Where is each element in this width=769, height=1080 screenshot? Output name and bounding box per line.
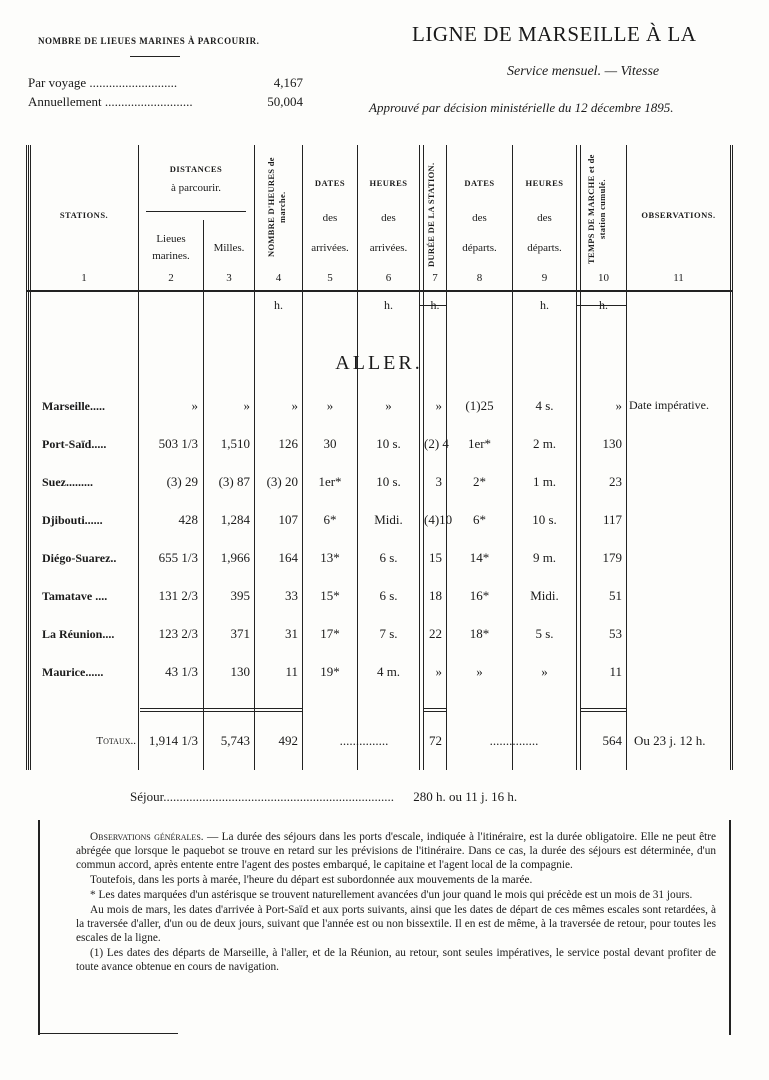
totals-milles: 5,743 [220, 733, 250, 748]
col-heures-arr-1: HEURES [369, 178, 408, 188]
station-name: Diégo-Suarez.. [42, 551, 117, 565]
page-subtitle: Service mensuel. — Vitesse [507, 64, 660, 79]
cell-date-dep: 14* [469, 550, 490, 565]
page-title: LIGNE DE MARSEILLE À LA [412, 22, 697, 46]
cell-lieues: 123 2/3 [158, 626, 198, 641]
col-number: 3 [226, 272, 232, 284]
cell-date-arr: 17* [320, 626, 340, 641]
cell-cumul: 11 [609, 664, 622, 679]
header-rule-bottom [26, 290, 732, 292]
col-number: 7 [432, 272, 438, 284]
par-voyage-row: Par voyage ........................... 4,167 [28, 75, 303, 90]
cell-duree: » [435, 664, 442, 679]
totals-heures: 492 [278, 733, 298, 748]
unit-label: h. [274, 298, 283, 312]
cell-duree: (2) 4 [424, 436, 449, 451]
col-heures-dep-2: des [537, 212, 552, 224]
cell-heure-arr: 7 s. [379, 626, 398, 641]
sejour-value: 280 h. ou 11 j. 16 h. [413, 789, 518, 804]
cell-duree: 22 [429, 626, 442, 641]
cell-duree: » [435, 398, 442, 413]
cell-date-dep: » [476, 664, 483, 679]
cell-date-arr: 1er* [318, 474, 342, 489]
observations-paragraph: * Les dates marquées d'un astérisque se trouvent naturellement avancées d'un jour quand le mois qui précède est un mois de 31 jours. [90, 889, 693, 901]
cell-date-dep: 16* [469, 588, 490, 603]
col-observations: OBSERVATIONS. [641, 210, 716, 220]
cell-heures: 107 [278, 512, 298, 527]
cell-cumul: 117 [602, 512, 622, 527]
station-name: Djibouti...... [42, 513, 103, 527]
par-voyage-label: Par voyage [28, 75, 87, 90]
cell-cumul: 130 [602, 436, 622, 451]
unit-label: h. [430, 298, 440, 312]
cell-lieues: 428 [178, 512, 198, 527]
col-number: 6 [385, 272, 392, 284]
col-dates-arr-2: des [322, 212, 338, 224]
annuellement-value: 50,004 [267, 94, 303, 109]
cell-lieues: (3) 29 [166, 474, 198, 489]
observations-paragraph: (1) Les dates des départs de Marseille, à l'aller, et de la Réunion, au retour, sont seules impératives, le service postal devant profiter de toute avance obtenue en cours de navigation. [76, 947, 716, 973]
sejour-label: Séjour [130, 789, 164, 804]
header-rule [130, 56, 180, 57]
totals-lieues: 1,914 1/3 [148, 733, 198, 748]
col-heures-arr-2: des [381, 212, 396, 224]
col-number: 2 [168, 272, 174, 284]
cell-heures: 31 [285, 626, 298, 641]
observations-paragraph: Toutefois, dans les ports à marée, l'heure du départ est subordonnée aux mouvements de la marée. [90, 874, 533, 886]
totals-dots-departure: ............... [489, 733, 539, 748]
cell-heure-dep: » [541, 664, 548, 679]
cell-heure-arr: Midi. [374, 512, 403, 527]
totals-duree: 72 [429, 733, 442, 748]
cell-heure-dep: 4 s. [535, 398, 554, 413]
cell-cumul: 51 [609, 588, 622, 603]
cell-milles: 1,284 [220, 512, 250, 527]
itinerary-table [26, 145, 732, 785]
col-lieues: Lieues marines. [152, 233, 190, 262]
cell-heures: 11 [285, 664, 298, 679]
col-distances-sub: à parcourir. [170, 182, 222, 194]
cell-heure-arr: 6 s. [379, 588, 398, 603]
col-stations: STATIONS. [59, 210, 109, 220]
annuellement-row: Annuellement ........................... 50,004 [28, 94, 303, 109]
cell-milles: 130 [230, 664, 250, 679]
cell-heures: 33 [285, 588, 298, 603]
col-heures-arr-3: arrivées. [369, 242, 408, 254]
cell-date-arr: 6* [323, 512, 337, 527]
station-name: Tamatave .... [42, 589, 108, 603]
cell-obs: Date impérative. [629, 398, 709, 412]
cell-heures: » [291, 398, 298, 413]
footer-rule [38, 1033, 178, 1034]
col-heures-marche: NOMBRE D'HEURES de marche. [266, 157, 287, 258]
general-observations [76, 830, 716, 975]
cell-heure-arr: » [385, 398, 392, 413]
cell-date-arr: 19* [320, 664, 340, 679]
table-right-border [730, 145, 733, 770]
cell-heure-dep: 1 m. [532, 474, 557, 489]
cell-milles: 1,966 [220, 550, 250, 565]
cell-lieues: 131 2/3 [158, 588, 198, 603]
cell-duree: 3 [435, 474, 442, 489]
cell-milles: (3) 87 [218, 474, 250, 489]
col-dates-arr-1: DATES [314, 178, 346, 188]
col-dates-dep-2: des [472, 212, 487, 224]
observations-paragraph: Au mois de mars, les dates d'arrivée à Port-Saïd et aux ports suivants, ainsi que les dates de départ de ces mêmes escales sont retardées, à la traversée d'aller, d'un ou de deux jours, suivant que l'année est ou non bissextile. Il en est de même, à la traversée de retour, pour toutes les escales de la ligne. [76, 904, 716, 944]
cell-heure-dep: Midi. [530, 588, 559, 603]
observations-heading: Observations générales. [90, 831, 204, 843]
par-voyage-value: 4,167 [273, 75, 303, 90]
station-name: Marseille..... [42, 399, 105, 413]
cell-date-dep: 6* [473, 512, 486, 527]
unit-label: h. [384, 298, 393, 312]
totals-cumul: 564 [602, 733, 622, 748]
col-distances-title: DISTANCES [169, 164, 223, 174]
cell-heure-arr: 4 m. [376, 664, 401, 679]
col-heures-dep-1: HEURES [525, 178, 564, 188]
cell-lieues: » [191, 398, 198, 413]
cell-cumul: 53 [609, 626, 622, 641]
cell-heure-arr: 6 s. [379, 550, 398, 565]
cell-lieues: 655 1/3 [158, 550, 198, 565]
totals-dots-arrival: ............... [339, 733, 389, 748]
col-number: 4 [275, 272, 282, 284]
cell-date-dep: (1)25 [465, 398, 494, 413]
col-heures-dep-3: départs. [527, 242, 562, 254]
col-number: 11 [673, 272, 684, 284]
cell-lieues: 503 1/3 [158, 436, 198, 451]
col-number: 1 [81, 272, 87, 284]
unit-label: h. [540, 298, 549, 312]
cell-milles: 371 [230, 626, 250, 641]
col-duree-station: DURÉE DE LA STATION. [426, 162, 436, 267]
col-number: 5 [327, 272, 333, 284]
cell-heures: 164 [278, 550, 298, 565]
station-name: La Réunion.... [42, 627, 115, 641]
col-temps-marche: TEMPS DE MARCHE et de station cumulé. [586, 154, 607, 264]
cell-heure-arr: 10 s. [376, 436, 401, 451]
cell-date-dep: 1er* [467, 436, 492, 451]
cell-cumul: 179 [602, 550, 622, 565]
approval-note: Approuvé par décision ministérielle du 12 décembre 1895. [369, 100, 674, 115]
col-dates-arr-3: arrivées. [311, 242, 349, 254]
cell-date-arr: » [326, 398, 334, 413]
table-left-border [26, 145, 29, 770]
col-milles: Milles. [213, 242, 245, 254]
distances-brace [146, 211, 246, 212]
cell-heure-dep: 2 m. [532, 436, 557, 451]
totals-label: Totaux.. [96, 735, 136, 747]
cell-heure-dep: 5 s. [535, 626, 554, 641]
cell-date-dep: 18* [469, 626, 490, 641]
lieues-header-label: NOMBRE DE LIEUES MARINES À PARCOURIR. [38, 36, 260, 46]
cell-cumul: » [615, 398, 622, 413]
totals-observation: Ou 23 j. 12 h. [634, 733, 706, 748]
annuellement-label: Annuellement [28, 94, 102, 109]
cell-duree: 15 [429, 550, 442, 565]
cell-duree: 18 [429, 588, 442, 603]
cell-date-arr: 13* [320, 550, 340, 565]
col-dates-dep-1: DATES [464, 178, 495, 188]
sejour-row: Séjour....................................................................... 280 h. ou 11 j. 16 h. [130, 789, 518, 804]
cell-milles: » [243, 398, 250, 413]
station-name: Port-Saïd..... [42, 437, 107, 451]
station-name: Maurice...... [42, 665, 104, 679]
cell-date-dep: 2* [473, 474, 486, 489]
observations-left-rule [38, 820, 40, 1035]
col-number: 10 [598, 272, 609, 284]
section-title-aller: ALLER. [335, 352, 423, 374]
cell-lieues: 43 1/3 [165, 664, 198, 679]
col-number: 8 [476, 272, 483, 284]
observations-right-rule [729, 820, 731, 1035]
cell-cumul: 23 [609, 474, 622, 489]
cell-heures: 126 [278, 436, 298, 451]
station-name: Suez......... [42, 475, 93, 489]
cell-heure-dep: 9 m. [532, 550, 557, 565]
cell-heures: (3) 20 [266, 474, 298, 489]
cell-heure-dep: 10 s. [532, 512, 557, 527]
cell-date-arr: 15* [320, 588, 340, 603]
col-dates-dep-3: départs. [462, 242, 497, 254]
unit-label: h. [599, 298, 608, 312]
col-number: 9 [541, 272, 548, 284]
cell-duree: (4)10 [424, 512, 453, 527]
cell-date-arr: 30 [323, 436, 337, 451]
cell-heure-arr: 10 s. [376, 474, 401, 489]
cell-milles: 395 [230, 588, 250, 603]
cell-milles: 1,510 [220, 436, 250, 451]
observations-paragraph: Observations générales. — La durée des séjours dans les ports d'escale, indiquée à l'itinéraire, est la durée obligatoire. Elle ne peut être abrégée que lorsque le paquebot se trouve en retard sur les prévisions de l'itinéraire. Dans ce cas, la durée des séjours est déterminée, d'un commun accord, après entente entre l'agent des postes embarqué, le capitaine et l'agent local de la compagnie. [76, 831, 717, 871]
